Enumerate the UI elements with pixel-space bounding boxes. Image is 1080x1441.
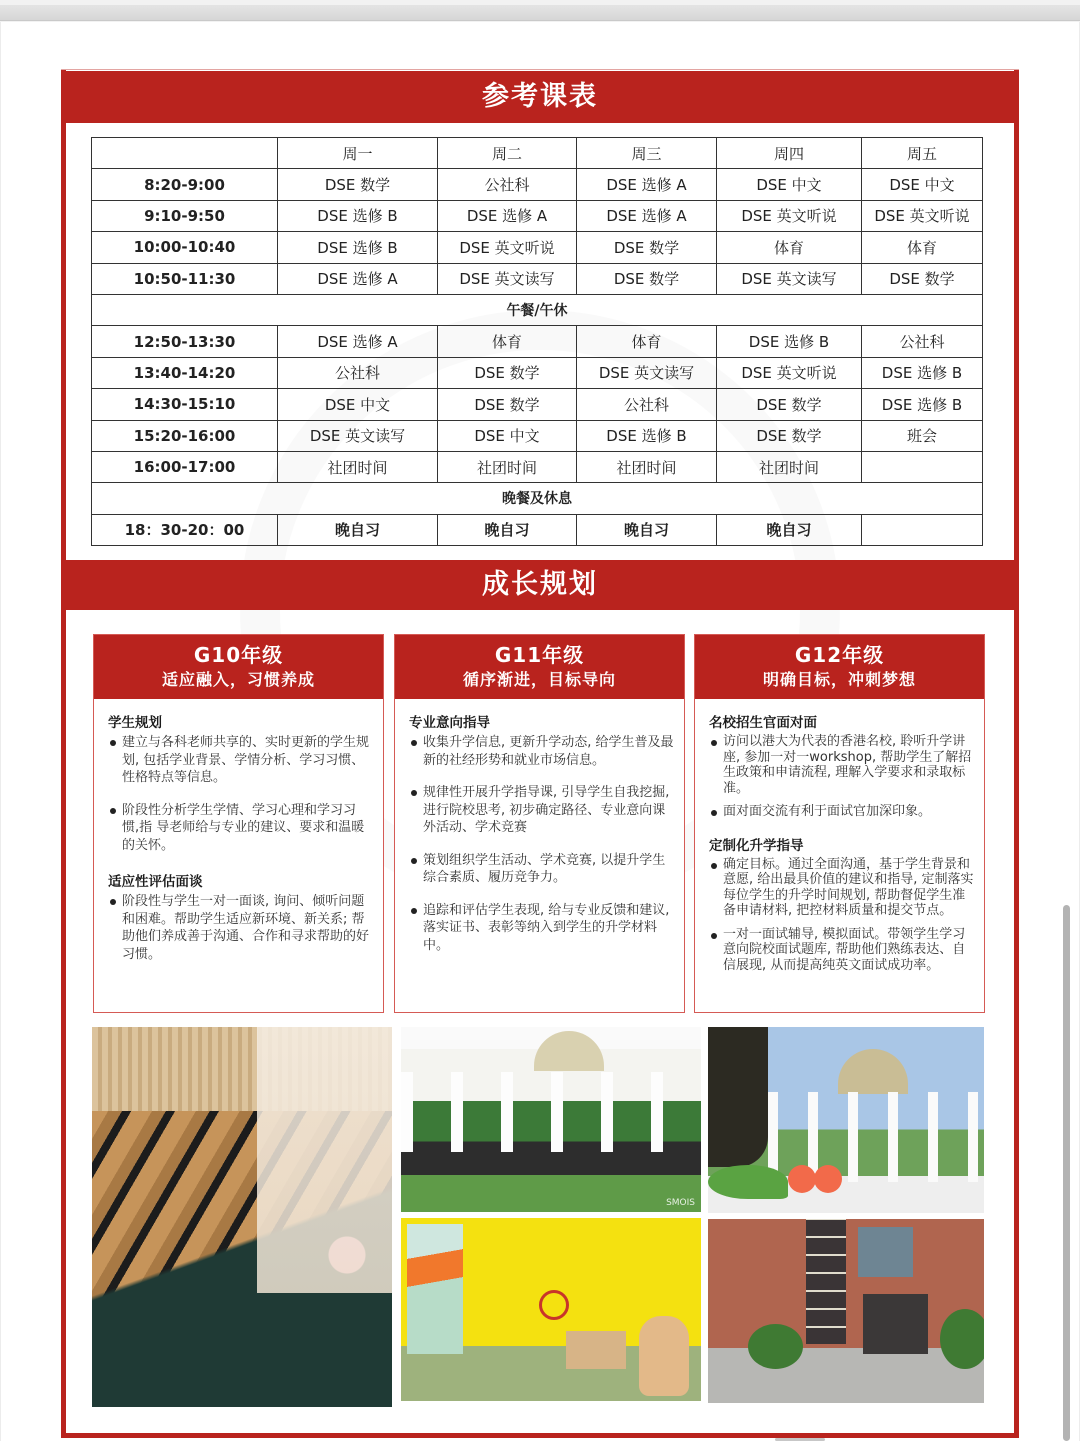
photo-detail	[863, 1294, 928, 1354]
time-slot: 10:50-11:30	[92, 263, 278, 294]
plan-subheading: 名校招生官面对面	[709, 715, 817, 731]
plan-bullet-item: 规律性开展升学指导课, 引导学生自我挖掘, 进行院校思考, 初步确定路径、专业意向课外活动、学术竞赛	[409, 784, 674, 837]
photo-detail	[814, 1165, 842, 1193]
photo-detail	[566, 1331, 626, 1369]
class-cell: DSE 数学	[278, 169, 438, 200]
schedule-row	[92, 451, 983, 482]
plan-bullet-item: 确定目标。通过全面沟通，基于学生背景和意愿, 给出最具价值的建议和指导, 定制落实每位学生的升学时间规划, 帮助督促学生准备申请材料, 把控材料质量和提交节点。	[709, 857, 974, 919]
schedule-row	[92, 389, 983, 420]
grade-motto: 适应融入，习惯养成	[161, 670, 315, 689]
grade-card-g12	[694, 634, 985, 1013]
photo-yellow-lobby	[401, 1218, 701, 1401]
class-cell: DSE 选修 A	[438, 200, 577, 231]
class-cell: 晚自习	[278, 514, 438, 545]
plan-bullet-item: 阶段性分析学生学情、学习心理和学习习惯,指 导老师给与专业的建议、要求和温暖的关怀。	[108, 802, 373, 855]
viewer-toolbar-strip	[0, 5, 1080, 21]
class-cell: 晚自习	[438, 514, 577, 545]
class-cell: 社团时间	[278, 451, 438, 482]
vertical-scrollbar[interactable]	[1063, 905, 1070, 1441]
class-cell: DSE 选修 B	[278, 200, 438, 231]
time-slot: 14:30-15:10	[92, 389, 278, 420]
schedule-table	[91, 137, 983, 546]
schedule-row	[92, 263, 983, 294]
plan-bullet-list	[108, 893, 373, 963]
class-cell: DSE 选修 B	[862, 389, 983, 420]
photo-detail	[401, 1072, 701, 1152]
plan-bullet-item: 访问以港大为代表的香港名校, 聆听升学讲座, 参加一对一workshop, 帮助学生了解招生政策和申请流程, 理解入学要求和录取标准。	[709, 734, 974, 796]
photo-school-building	[708, 1219, 984, 1403]
grade-title: G10年级	[193, 643, 284, 667]
plan-bullet-item: 追踪和评估学生表现, 给与专业反馈和建议, 落实证书、表彰等纳入到学生的升学材料中。	[409, 902, 674, 955]
class-cell: DSE 选修 B	[862, 357, 983, 388]
class-cell: 晚自习	[577, 514, 717, 545]
photo-graduation-bears	[92, 1027, 392, 1407]
dinner-break-row	[92, 483, 983, 514]
class-cell: DSE 选修 B	[717, 326, 862, 357]
grade-card-body	[395, 699, 684, 954]
break-label: 晚餐及休息	[92, 483, 983, 514]
day-header: 周四	[717, 138, 862, 169]
class-cell: 公社科	[577, 389, 717, 420]
schedule-header-row	[92, 138, 983, 169]
section-title-growth-plan: 成长规划	[61, 560, 1019, 610]
section-title-schedule: 参考课表	[61, 71, 1019, 123]
class-cell: DSE 英文听说	[438, 232, 577, 263]
plan-bullet-item: 策划组织学生活动、学术竞赛, 以提升学生综合素质、履历竞争力。	[409, 852, 674, 887]
grade-card-g11	[394, 634, 685, 1013]
plan-subheading: 学生规划	[108, 715, 162, 731]
class-cell: 公社科	[862, 326, 983, 357]
plan-subheading: 适应性评估面谈	[108, 874, 203, 890]
class-cell: DSE 数学	[438, 389, 577, 420]
photo-caption: SMOIS	[666, 1198, 695, 1208]
photo-detail	[940, 1309, 984, 1369]
class-cell: 社团时间	[438, 451, 577, 482]
class-cell	[862, 451, 983, 482]
class-cell: DSE 数学	[438, 357, 577, 388]
day-header: 周二	[438, 138, 577, 169]
plan-bullet-list	[709, 734, 974, 820]
class-cell: DSE 选修 B	[278, 232, 438, 263]
class-cell: DSE 数学	[577, 232, 717, 263]
class-cell: 公社科	[438, 169, 577, 200]
schedule-row	[92, 200, 983, 231]
day-header: 周五	[862, 138, 983, 169]
class-cell: DSE 中文	[278, 389, 438, 420]
class-cell: 体育	[862, 232, 983, 263]
class-cell: DSE 选修 A	[278, 326, 438, 357]
lunch-break-row	[92, 294, 983, 325]
plan-bullet-item: 面对面交流有利于面试官加深印象。	[709, 804, 974, 820]
photo-detail	[407, 1224, 463, 1354]
schedule-row	[92, 420, 983, 451]
grade-card-body	[94, 699, 383, 963]
plan-bullet-list	[709, 857, 974, 974]
class-cell: 晚自习	[717, 514, 862, 545]
class-cell: DSE 英文听说	[717, 357, 862, 388]
class-cell: DSE 数学	[717, 389, 862, 420]
day-header: 周一	[278, 138, 438, 169]
photo-detail	[838, 1049, 908, 1094]
plan-subheading: 定制化升学指导	[709, 837, 804, 854]
schedule-row	[92, 232, 983, 263]
plan-bullet-item: 建立与各科老师共享的、实时更新的学生规划, 包括学业背景、学情分析、学习习惯、性格特点等信息。	[108, 734, 373, 787]
class-cell: DSE 英文听说	[717, 200, 862, 231]
schedule-row	[92, 357, 983, 388]
photo-detail	[708, 1027, 768, 1167]
evening-study-row	[92, 514, 983, 545]
photo-detail	[748, 1324, 803, 1369]
class-cell: DSE 选修 A	[278, 263, 438, 294]
time-slot: 16:00-17:00	[92, 451, 278, 482]
time-slot: 15:20-16:00	[92, 420, 278, 451]
time-slot: 13:40-14:20	[92, 357, 278, 388]
photo-pavilion-cherries	[708, 1027, 984, 1213]
break-label: 午餐/午休	[92, 294, 983, 325]
class-cell: DSE 数学	[717, 420, 862, 451]
class-cell: DSE 中文	[862, 169, 983, 200]
class-cell: 社团时间	[717, 451, 862, 482]
grade-title: G12年级	[794, 643, 885, 667]
class-cell: 体育	[577, 326, 717, 357]
class-cell: DSE 中文	[438, 420, 577, 451]
day-header: 周三	[577, 138, 717, 169]
time-slot: 18：30-20：00	[92, 514, 278, 545]
photo-detail	[257, 1027, 392, 1293]
class-cell: DSE 英文读写	[717, 263, 862, 294]
photo-detail	[708, 1165, 788, 1199]
class-cell: 公社科	[278, 357, 438, 388]
photo-detail	[858, 1227, 913, 1277]
time-slot: 8:20-9:00	[92, 169, 278, 200]
class-cell: DSE 中文	[717, 169, 862, 200]
photo-detail	[806, 1219, 846, 1344]
class-cell: DSE 选修 A	[577, 200, 717, 231]
plan-bullet-list	[108, 734, 373, 854]
class-cell: DSE 选修 B	[577, 420, 717, 451]
grade-card-header	[695, 635, 984, 699]
plan-bullet-item: 阶段性与学生一对一面谈, 询问、倾听问题和困难。帮助学生适应新环境、新关系; 帮助他们养成善于沟通、合作和寻求帮助的好习惯。	[108, 893, 373, 963]
grade-motto: 循序渐进，目标导向	[462, 670, 616, 689]
class-cell: 体育	[717, 232, 862, 263]
class-cell: 班会	[862, 420, 983, 451]
grade-title: G11年级	[494, 643, 585, 667]
viewer-top-bar	[0, 0, 1080, 22]
grade-card-g10	[93, 634, 384, 1013]
class-cell: DSE 英文听说	[862, 200, 983, 231]
time-slot: 12:50-13:30	[92, 326, 278, 357]
day-header	[92, 138, 278, 169]
class-cell: DSE 英文读写	[278, 420, 438, 451]
grade-card-header	[395, 635, 684, 699]
photo-detail	[539, 1290, 569, 1320]
grade-motto: 明确目标，冲刺梦想	[762, 670, 916, 689]
class-cell	[862, 514, 983, 545]
class-cell: DSE 数学	[577, 263, 717, 294]
grade-card-body	[695, 699, 984, 973]
class-cell: 社团时间	[577, 451, 717, 482]
schedule-row	[92, 169, 983, 200]
class-cell: DSE 英文读写	[438, 263, 577, 294]
plan-bullet-item: 一对一面试辅导, 模拟面试。带领学生学习意向院校面试题库, 帮助他们熟练表达、自信展现, 从而提高纯英文面试成功率。	[709, 927, 974, 974]
plan-bullet-list	[409, 734, 674, 954]
time-slot: 9:10-9:50	[92, 200, 278, 231]
photo-graduation-group	[401, 1027, 701, 1212]
grade-card-header	[94, 635, 383, 699]
class-cell: DSE 英文读写	[577, 357, 717, 388]
photo-detail	[534, 1031, 604, 1071]
time-slot: 10:00-10:40	[92, 232, 278, 263]
class-cell: DSE 选修 A	[577, 169, 717, 200]
photo-detail	[639, 1316, 689, 1396]
class-cell: 体育	[438, 326, 577, 357]
schedule-row	[92, 326, 983, 357]
class-cell: DSE 数学	[862, 263, 983, 294]
photo-detail	[788, 1165, 816, 1193]
plan-subheading: 专业意向指导	[409, 715, 490, 731]
plan-bullet-item: 收集升学信息, 更新升学动态, 给学生普及最新的社经形势和就业市场信息。	[409, 734, 674, 769]
